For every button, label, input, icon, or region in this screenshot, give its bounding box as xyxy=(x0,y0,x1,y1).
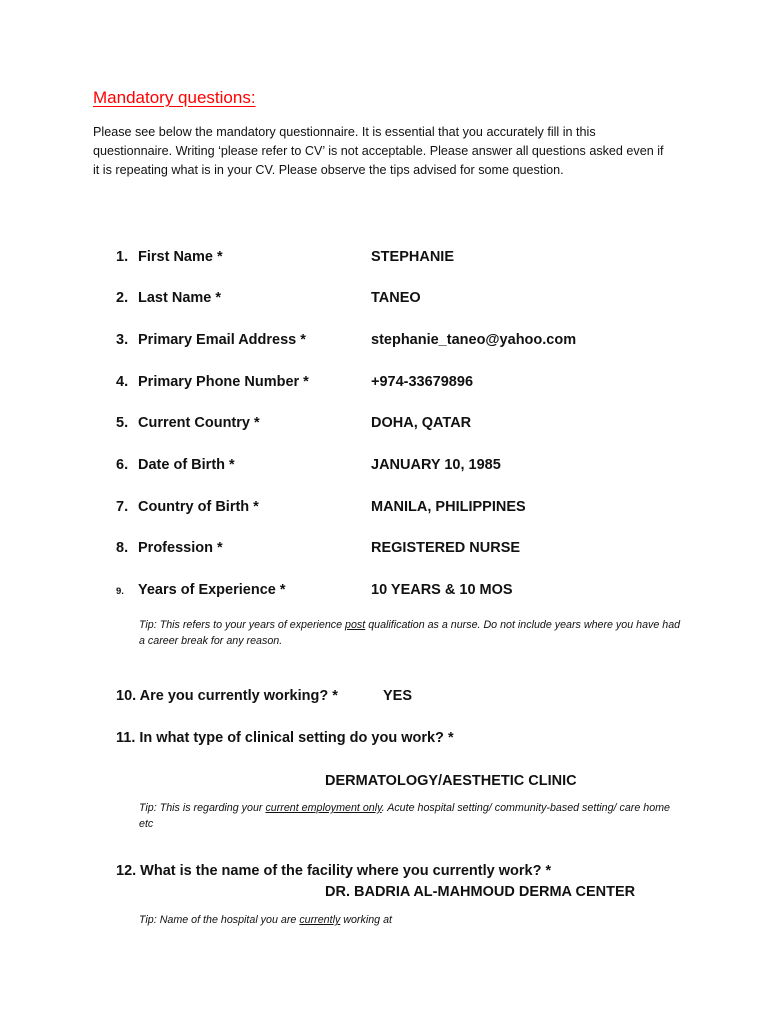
intro-paragraph: Please see below the mandatory questionnaire. It is essential that you accurately fill in this questionnaire. Writing ‘please refer to CV’ is not acceptable. Please answer all questions asked even if it is repeating what is in your CV. Please observe the tips advised for some question. xyxy=(93,125,664,177)
question-label: Primary Phone Number * xyxy=(138,374,309,390)
answer-value: DR. BADRIA AL-MAHMOUD DERMA CENTER xyxy=(325,884,636,900)
question-label: Current Country * xyxy=(138,415,260,431)
answer-value: JANUARY 10, 1985 xyxy=(371,457,501,473)
question-number: 6. xyxy=(116,457,129,473)
question-number: 1. xyxy=(116,249,129,265)
question-number: 7. xyxy=(116,499,129,515)
tip-emphasis: currently xyxy=(299,914,341,926)
answer-value: MANILA, PHILIPPINES xyxy=(371,499,526,515)
answer-value: TANEO xyxy=(371,290,421,306)
tip-text: . Acute hospital setting/ community-based setting/ care home etc xyxy=(139,802,670,830)
tip-emphasis: post xyxy=(345,619,366,631)
question-11-label: 11. In what type of clinical setting do you work? * xyxy=(116,730,454,746)
question-number: 3. xyxy=(116,332,129,348)
question-label: Primary Email Address * xyxy=(138,332,306,348)
tip-text: Tip: This is regarding your xyxy=(139,802,266,814)
answer-value: REGISTERED NURSE xyxy=(371,540,521,556)
tip-clinical-setting xyxy=(139,800,684,832)
answer-value: DERMATOLOGY/AESTHETIC CLINIC xyxy=(325,773,577,789)
question-number: 8. xyxy=(116,540,129,556)
question-10-label: 10. Are you currently working? * xyxy=(116,688,338,704)
answer-value: 10 YEARS & 10 MOS xyxy=(371,582,513,598)
question-number: 2. xyxy=(116,290,129,306)
question-label: Date of Birth * xyxy=(138,457,235,473)
tip-text: working at xyxy=(340,914,392,926)
tip-experience xyxy=(139,617,684,649)
question-label: Profession * xyxy=(138,540,223,556)
tip-text: Tip: Name of the hospital you are xyxy=(139,914,300,926)
question-label: Last Name * xyxy=(138,290,222,306)
tip-emphasis: current employment only xyxy=(265,802,382,814)
question-label: Years of Experience * xyxy=(138,582,286,598)
question-number: 4. xyxy=(116,374,129,390)
tip-text: Tip: This refers to your years of experience xyxy=(139,619,346,631)
question-number: 5. xyxy=(116,415,129,431)
question-number: 9. xyxy=(116,586,124,597)
answer-value: stephanie_taneo@yahoo.com xyxy=(371,332,577,348)
answer-value: +974-33679896 xyxy=(371,374,474,390)
question-label: First Name * xyxy=(138,249,223,265)
tip-facility xyxy=(139,912,684,928)
page-title: Mandatory questions: xyxy=(93,88,256,107)
question-12-label: 12. What is the name of the facility where you currently work? * xyxy=(116,863,552,879)
question-label: Country of Birth * xyxy=(138,499,259,515)
tip-text: qualification as a nurse. Do not include years where you have had a career break for any reason. xyxy=(139,619,681,647)
answer-value: YES xyxy=(383,688,413,704)
answer-value: DOHA, QATAR xyxy=(371,415,472,431)
answer-value: STEPHANIE xyxy=(371,249,454,265)
